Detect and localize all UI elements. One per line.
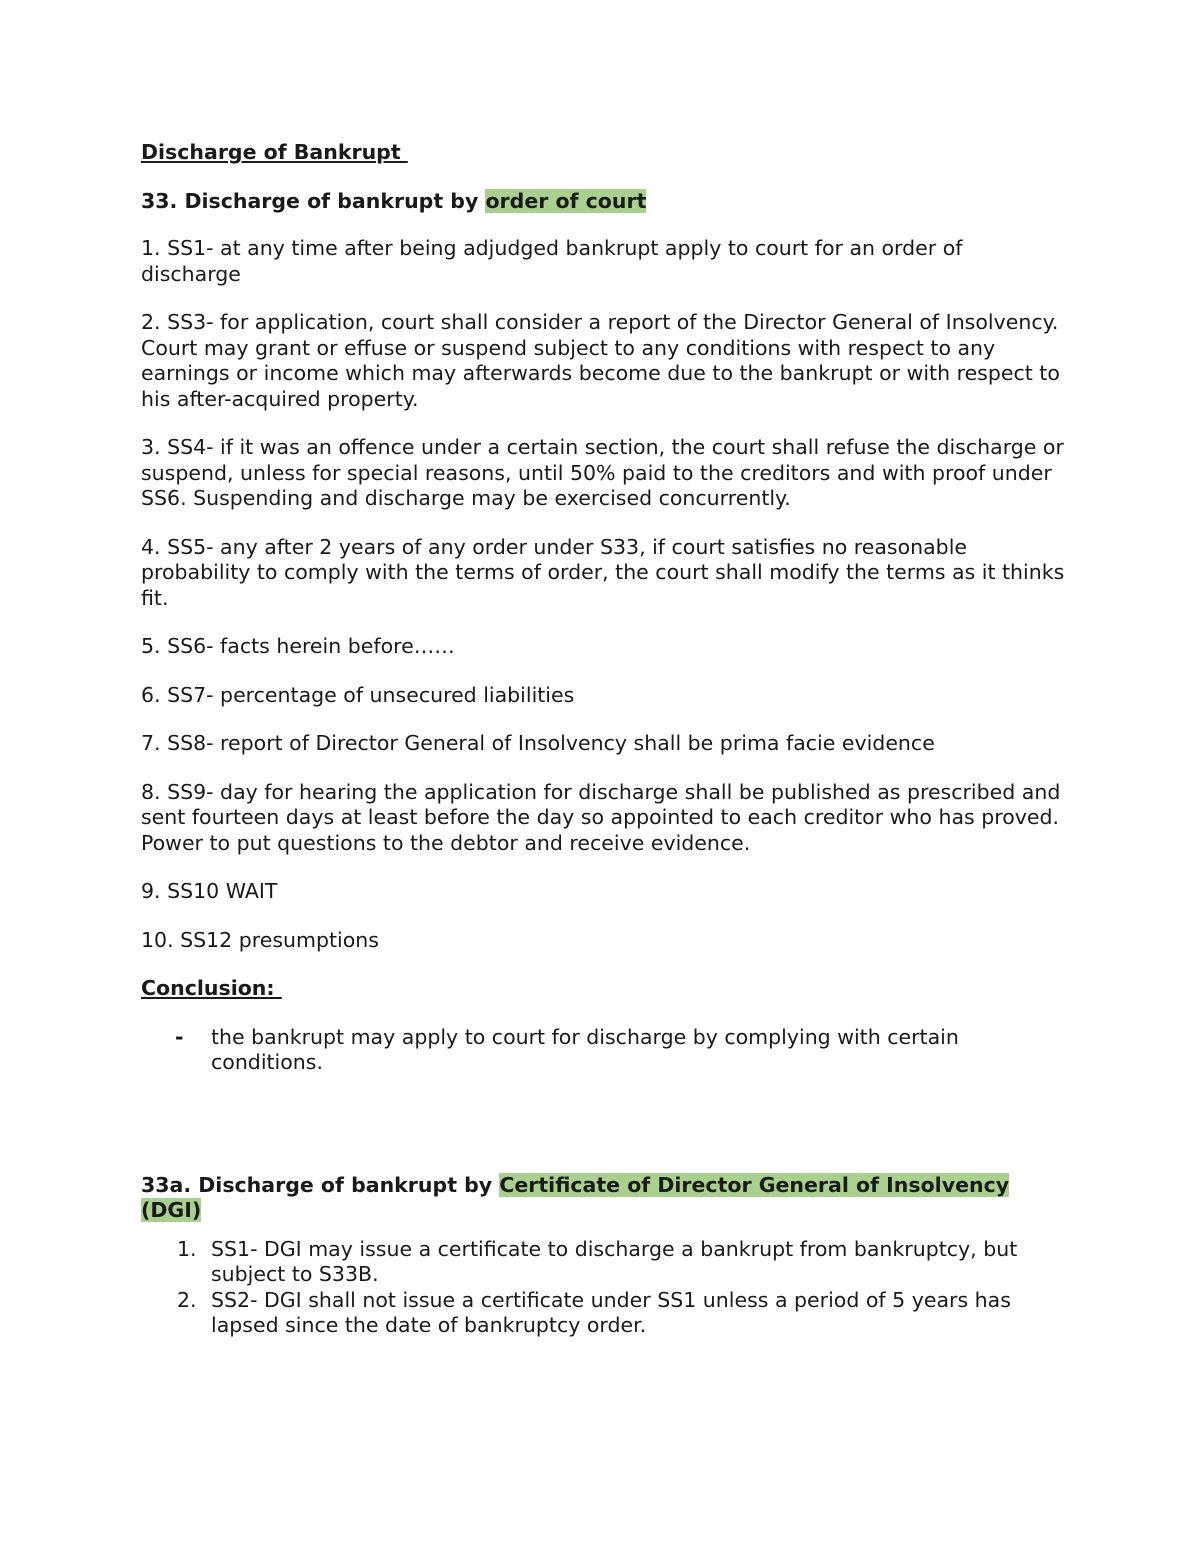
section-33a-heading-prefix: 33a. Discharge of bankrupt by <box>141 1172 500 1197</box>
list-number: 2. <box>177 1287 197 1312</box>
section-33a-heading-highlight: Certificate of Director General of Insolvency (DGI) <box>141 1172 1010 1222</box>
section-33-item-8: 8. SS9- day for hearing the application for discharge shall be published as prescribed and sent fourteen days at least before the day so appointed to each creditor who has proved. Power to put questions to the debtor and receive evidence. <box>141 779 1061 855</box>
section-33a-heading <box>141 1173 1066 1224</box>
conclusion-bullet-item <box>141 1025 1066 1076</box>
section-33-item-1: 1. SS1- at any time after being adjudged bankrupt apply to court for an order of discharge <box>141 236 963 286</box>
section-33-heading-highlight: order of court <box>485 188 647 213</box>
section-33-item-3: 3. SS4- if it was an offence under a certain section, the court shall refuse the discharge or suspend, unless for special reasons, until 50% paid to the creditors and with proof under SS6. Suspending and discharge may be exercised concurrently. <box>141 435 1064 510</box>
section-33-item-7: 7. SS8- report of Director General of Insolvency shall be prima facie evidence <box>141 731 935 755</box>
spacer <box>141 1076 1066 1173</box>
section-33-item-10: 10. SS12 presumptions <box>141 927 379 952</box>
section-33-item-6: 6. SS7- percentage of unsecured liabilities <box>141 682 575 707</box>
list-item-text: SS1- DGI may issue a certificate to discharge a bankrupt from bankruptcy, but subject to S33B. <box>211 1236 1018 1286</box>
section-33-item-4: 4. SS5- any after 2 years of any order under S33, if court satisfies no reasonable probability to comply with the terms of order, the court shall modify the terms as it thinks fit. <box>141 534 1065 610</box>
section-33-item-9: 9. SS10 WAIT <box>141 879 278 903</box>
list-item-text: SS2- DGI shall not issue a certificate under SS1 unless a period of 5 years has lapsed since the date of bankruptcy order. <box>211 1287 1011 1337</box>
conclusion-label: Conclusion: <box>141 976 282 1000</box>
document-page <box>141 140 1066 1339</box>
conclusion-text: the bankrupt may apply to court for discharge by complying with certain conditions. <box>211 1024 959 1074</box>
section-33-item-5: 5. SS6- facts herein before…… <box>141 634 455 658</box>
section-33-item-2: 2. SS3- for application, court shall consider a report of the Director General of Insolvency. Court may grant or effuse or suspend subject to any conditions with respect to any earnings or income which may afterwards become due to the bankrupt or with respect to his after-acquired property. <box>141 310 1060 411</box>
section-33-heading <box>141 189 1066 215</box>
bullet-dash: - <box>175 1024 184 1049</box>
list-number: 1. <box>177 1236 197 1261</box>
document-title: Discharge of Bankrupt <box>141 140 408 164</box>
section-33-heading-prefix: 33. Discharge of bankrupt by <box>141 188 486 213</box>
section-33a-item-1 <box>141 1237 1066 1288</box>
section-33a-item-2 <box>141 1288 1066 1339</box>
